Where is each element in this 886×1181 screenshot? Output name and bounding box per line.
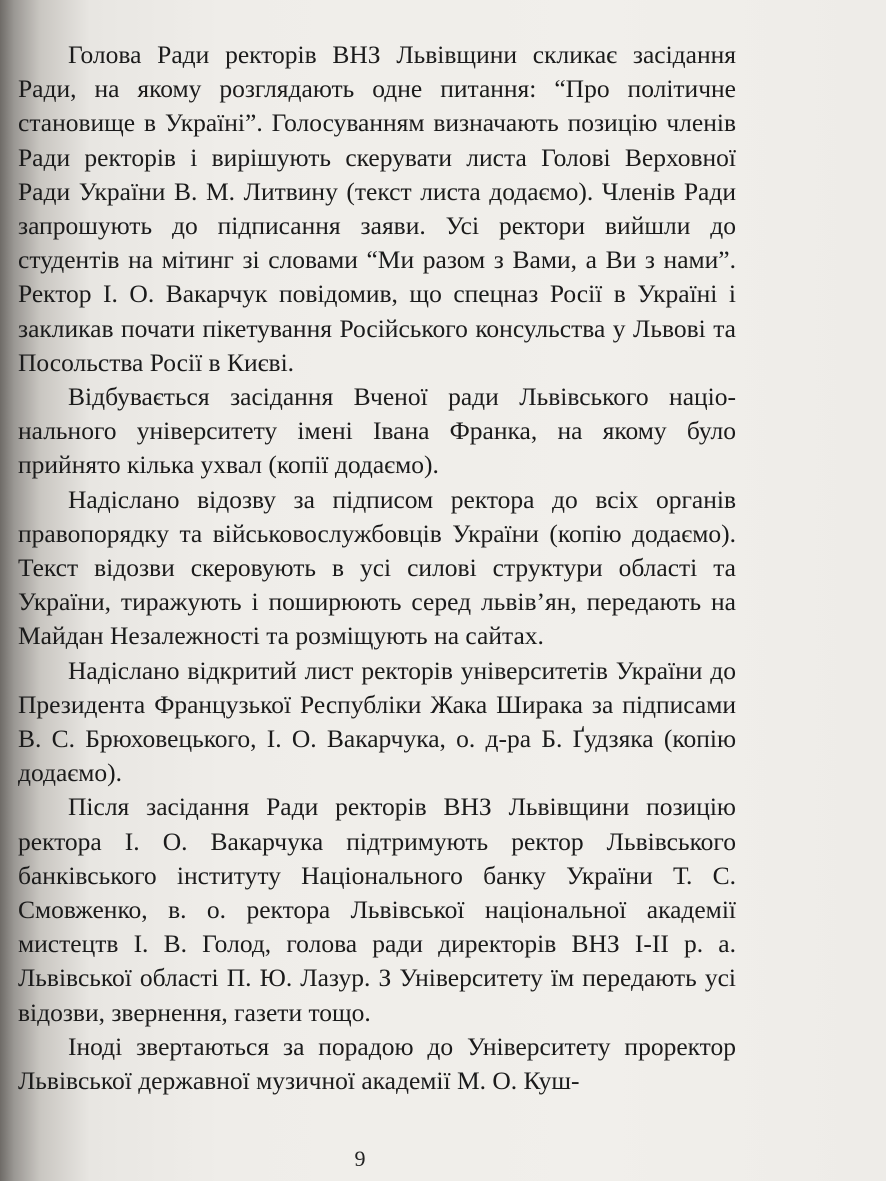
paragraph-4: Надіслано відкритий лист ректорів університетів України до Президента Французької Республіки Жака Ширака за підписами В. С. Брюховецького, І. О. Вакарчука, о. д-ра Б. Ґудзяка (копію додаємо). xyxy=(18,655,736,788)
paragraph-6: Іноді звертаються за порадою до Університету проректор Львівської державної музичної академії М. О. Куш- xyxy=(18,1031,736,1096)
page-number: 9 xyxy=(354,1146,366,1171)
page-body xyxy=(18,38,736,1098)
paragraph-5: Після засідання Ради ректорів ВНЗ Львівщини позицію ректора І. О. Вакарчука підтримують ректор Львівського банківського інституту Національного банку України Т. С. Смовженко, в. о. ректора Львівської національної академії мистецтв І. В. Голод, голова ради директорів ВНЗ І-ІІ р. а. Львівської області П. Ю. Лазур. З Університету їм передають усі відозви, звернення, газети тощо. xyxy=(18,792,736,1027)
paragraph-1: Голова Ради ректорів ВНЗ Львівщини скликає засідання Ради, на якому розглядають одне питання: “Про політичне становище в Україні”. Голосуванням визначають позицію членів Ради ректорів і вирішують скерувати листа Голові Верховної Ради України В. М. Литвину (текст листа додаємо). Членів Ради запрошують до підписання заяви. Усі ректори вийшли до студентів на мітинг зі словами “Ми разом з Вами, а Ви з нами”. Ректор І. О. Вакарчук повідомив, що спецназ Росії в Україні і закликав почати пікетування Російського консульства у Львові та Посольства Росії в Києві. xyxy=(18,40,736,377)
paragraph-2: Відбувається засідання Вченої ради Львівського національного університету імені Івана Франка, на якому було прийнято кілька ухвал (копії додаємо). xyxy=(18,382,736,480)
paragraph-3: Надіслано відозву за підписом ректора до всіх органів правопорядку та військовослужбовців України (копію додаємо). Текст відозви скеровують в усі силові структури області та України, тиражують і поширюють серед львів’ян, передають на Майдан Незалежності та розміщують на сайтах. xyxy=(18,484,736,651)
